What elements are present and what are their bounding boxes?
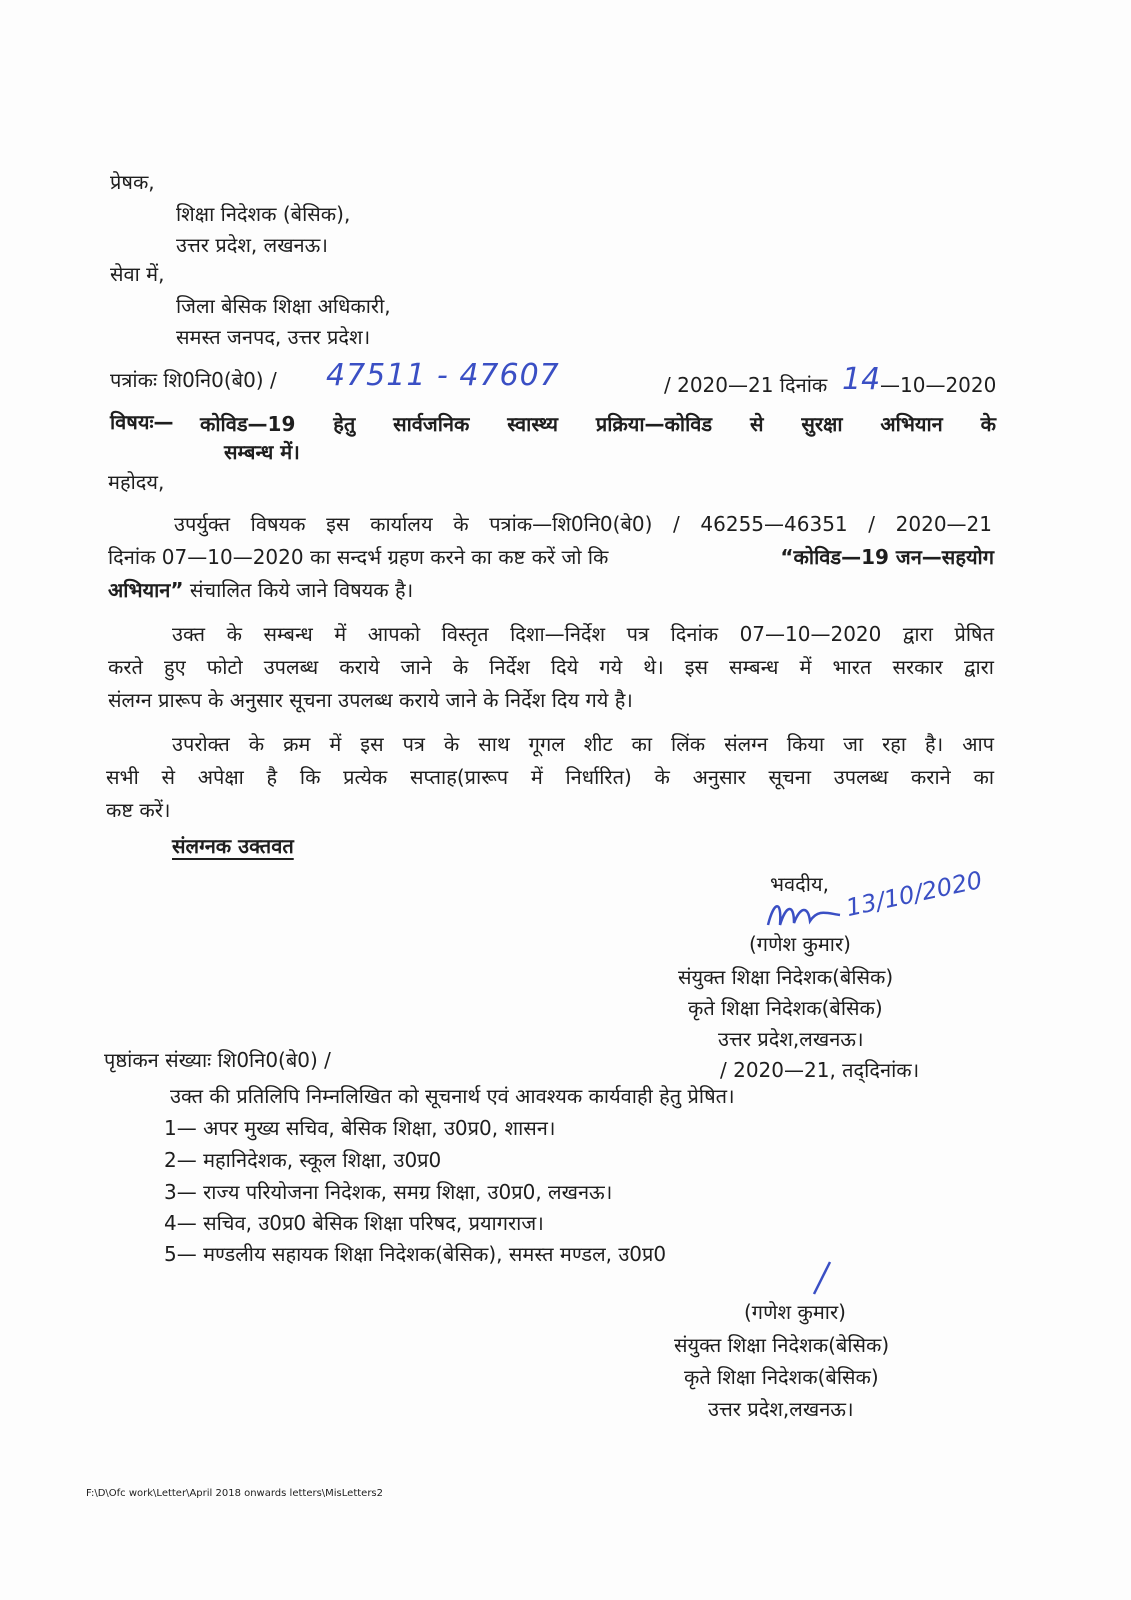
para1-line-3-text: संचालित किये जाने विषयक है। (189, 578, 414, 602)
handwritten-letter-number: 47511 - 47607 (326, 358, 560, 393)
sender-line-1: शिक्षा निदेशक (बेसिक), (176, 202, 351, 226)
signer-name: (गणेश कुमार) (749, 932, 851, 956)
signer2-name: (गणेश कुमार) (744, 1300, 846, 1324)
salutation: महोदय, (108, 470, 165, 494)
recipient-line-2: समस्त जनपद, उत्तर प्रदेश। (176, 325, 371, 349)
copy-recipient-5: 5— मण्डलीय सहायक शिक्षा निदेशक(बेसिक), समस्त मण्डल, उ0प्र0 (164, 1242, 667, 1266)
endorsement-year-date: / 2020—21, तद्‌दिनांक। (720, 1058, 920, 1082)
copy-recipient-1: 1— अपर मुख्य सचिव, बेसिक शिक्षा, उ0प्र0, शासन। (164, 1116, 556, 1140)
para2-line-2: करते हुए फोटो उपलब्ध कराये जाने के निर्देश दिये गये थे। इस सम्बन्ध में भारत सरकार द्वारा (108, 655, 994, 679)
closing: भवदीय, (770, 872, 829, 896)
para1-line-3-bold: अभियान” (108, 578, 184, 602)
recipient-label: सेवा में, (110, 262, 165, 286)
subject-line-1: कोविड—19 हेतु सार्वजनिक स्वास्थ्य प्रक्रिया—कोविड से सुरक्षा अभियान के (200, 412, 996, 436)
para1-line-1: उपर्युक्त विषयक इस कार्यालय के पत्रांक—शि0नि0(बे0) / 46255—46351 / 2020—21 (174, 512, 992, 536)
para3-line-3: कष्ट करें। (106, 798, 171, 822)
copy-recipient-3: 3— राज्य परियोजना निदेशक, समग्र शिक्षा, उ0प्र0, लखनऊ। (164, 1180, 613, 1204)
signer2-for: कृते शिक्षा निदेशक(बेसिक) (684, 1365, 879, 1389)
copy-recipient-2: 2— महानिदेशक, स्कूल शिक्षा, उ0प्र0 (164, 1148, 442, 1172)
para2-line-1: उक्त के सम्बन्ध में आपको विस्तृत दिशा—निर्देश पत्र दिनांक 07—10—2020 द्वारा प्रेषित (172, 622, 994, 646)
initial-stroke (806, 1258, 836, 1298)
para1-line-3 (108, 578, 413, 602)
subject-label: विषयः— (110, 410, 174, 434)
para2-line-3: संलग्न प्रारूप के अनुसार सूचना उपलब्ध कराये जाने के निर्देश दिय गये है। (108, 688, 633, 712)
para3-line-1: उपरोक्त के क्रम में इस पत्र के साथ गूगल शीट का लिंक संलग्न किया जा रहा है। आप (172, 732, 994, 756)
sender-line-2: उत्तर प्रदेश, लखनऊ। (176, 233, 328, 257)
para3-line-2: सभी से अपेक्षा है कि प्रत्येक सप्ताह(प्रारूप में निर्धारित) के अनुसार सूचना उपलब्ध कराने का (106, 765, 994, 789)
recipient-line-1: जिला बेसिक शिक्षा अधिकारी, (176, 294, 391, 318)
signer-designation: संयुक्त शिक्षा निदेशक(बेसिक) (678, 965, 894, 989)
signer-place: उत्तर प्रदेश,लखनऊ। (718, 1027, 864, 1051)
copy-recipient-4: 4— सचिव, उ0प्र0 बेसिक शिक्षा परिषद, प्रयागराज। (164, 1211, 544, 1235)
signer2-designation: संयुक्त शिक्षा निदेशक(बेसिक) (674, 1333, 890, 1357)
para1-line-2-bold: “कोविड—19 जन—सहयोग (780, 545, 994, 569)
reference-year-date-label: / 2020—21 दिनांक (664, 373, 828, 397)
signer2-place: उत्तर प्रदेश,लखनऊ। (708, 1397, 854, 1421)
endorsement-number: पृष्ठांकन संख्याः शि0नि0(बे0) / (104, 1048, 331, 1072)
reference-prefix: पत्रांकः शि0नि0(बे0) / (110, 368, 277, 392)
handwritten-day: 14 (842, 362, 881, 397)
reference-date-suffix: —10—2020 (880, 373, 997, 397)
enclosure-note: संलग्नक उक्तवत (172, 834, 294, 858)
endorsement-intro: उक्त की प्रतिलिपि निम्नलिखित को सूचनार्थ एवं आवश्यक कार्यवाही हेतु प्रेषित। (170, 1084, 735, 1108)
sender-label: प्रेषक, (110, 170, 155, 194)
para1-line-2-text: दिनांक 07—10—2020 का सन्दर्भ ग्रहण करने का कष्ट करें जो कि (108, 545, 609, 569)
subject-line-2: सम्बन्ध में। (224, 440, 300, 464)
footer-file-path: F:\D\Ofc work\Letter\April 2018 onwards letters\MisLetters2 (86, 1488, 383, 1499)
signer-for: कृते शिक्षा निदेशक(बेसिक) (688, 996, 883, 1020)
handwritten-sign-date: 13/10/2020 (843, 865, 985, 923)
para1-line-2 (108, 545, 994, 569)
